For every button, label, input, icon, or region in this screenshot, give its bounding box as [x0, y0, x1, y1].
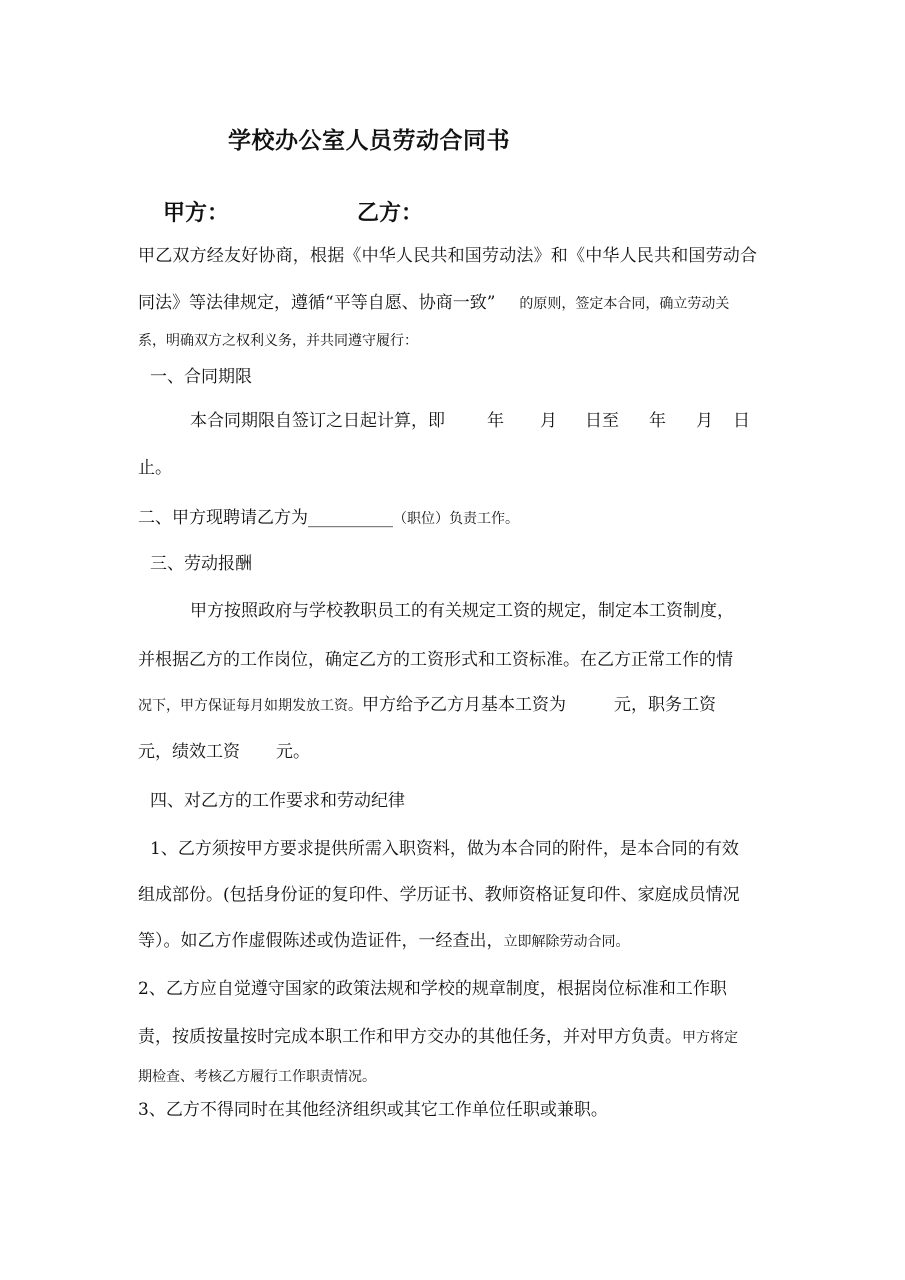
intro-line-3: 系，明确双方之权利义务，并共同遵守履行：	[138, 333, 418, 349]
party-a-label: 甲方：	[163, 201, 230, 226]
item-2-line-1: 2、乙方应自觉遵守国家的政策法规和学校的规章制度，根据岗位标准和工作职	[138, 979, 727, 999]
item-1-line-1: 1、乙方须按甲方要求提供所需入职资料，做为本合同的附件，是本合同的有效	[150, 839, 739, 859]
day-1: 日至	[585, 411, 619, 431]
section-3-line-2	[138, 649, 733, 671]
year-1: 年	[487, 411, 504, 431]
performance-salary-text: 元，绩效工资	[138, 742, 240, 762]
position-blank: __________	[308, 508, 393, 528]
post-salary-text: 元，职务工资	[614, 695, 716, 715]
item-1-line-2: 组成部份。(包括身份证的复印件、学历证书、教师资格证复印件、家庭成员情况	[138, 885, 740, 905]
intro-line-2-a: 同法》等法律规定，遵循“平等自愿、协商一致”	[138, 293, 496, 313]
party-b-label: 乙方：	[357, 201, 424, 226]
section-3-line-2-a: 并根据乙方的工作岗位，确定乙方的工资形式和工资标准。在乙方正常工作的情	[138, 650, 733, 670]
position-suffix: （职位）负责工作。	[393, 511, 519, 527]
section-3-line-1: 甲方按照政府与学校教职员工的有关规定工资的规定，制定本工资制度，	[190, 601, 734, 621]
item-1-line-3-b: 立即解除劳动合同。	[503, 934, 630, 950]
item-2-line-2-a: 责，按质按量按时完成本职工作和甲方交办的其他任务，并对甲方负责。	[138, 1027, 682, 1047]
day-2: 日	[733, 411, 750, 431]
yuan-end: 元。	[276, 742, 310, 762]
year-2: 年	[649, 411, 666, 431]
month-2: 月	[696, 411, 713, 431]
section-1-line-1	[190, 410, 750, 432]
intro-line-1: 甲乙双方经友好协商，根据《中华人民共和国劳动法》和《中华人民共和国劳动合	[138, 246, 758, 266]
item-3-line-1: 3、乙方不得同时在其他经济组织或其它工作单位任职或兼职。	[138, 1100, 608, 1120]
section-3-line-4	[138, 741, 310, 763]
item-1-line-3	[138, 930, 630, 953]
base-salary-text: 甲方给予乙方月基本工资为	[362, 695, 566, 715]
section-4-heading: 四、对乙方的工作要求和劳动纪律	[150, 791, 405, 811]
intro-line-2	[138, 292, 729, 315]
section-1-heading: 一、合同期限	[150, 367, 252, 387]
salary-intro: 况下，甲方保证每月如期发放工资。	[138, 698, 362, 714]
intro-line-2-b: 的原则，签定本合同，确立劳动关	[519, 296, 730, 312]
term-text: 本合同期限自签订之日起计算，即	[190, 411, 445, 431]
section-3-line-3	[138, 694, 716, 717]
document-title: 学校办公室人员劳动合同书	[228, 128, 510, 154]
item-2-line-2	[138, 1026, 738, 1049]
section-3-heading: 三、劳动报酬	[150, 554, 252, 574]
item-2-line-2-b: 甲方将定	[682, 1030, 738, 1046]
section-1-line-2: 止。	[138, 458, 172, 478]
section-2-line	[138, 507, 519, 530]
item-2-line-3: 期检查、考核乙方履行工作职责情况。	[138, 1069, 376, 1085]
position-text: 二、甲方现聘请乙方为	[138, 508, 308, 528]
item-1-line-3-a: 等）。如乙方作虚假陈述或伪造证件，一经查出，	[138, 931, 504, 951]
month-1: 月	[540, 411, 557, 431]
